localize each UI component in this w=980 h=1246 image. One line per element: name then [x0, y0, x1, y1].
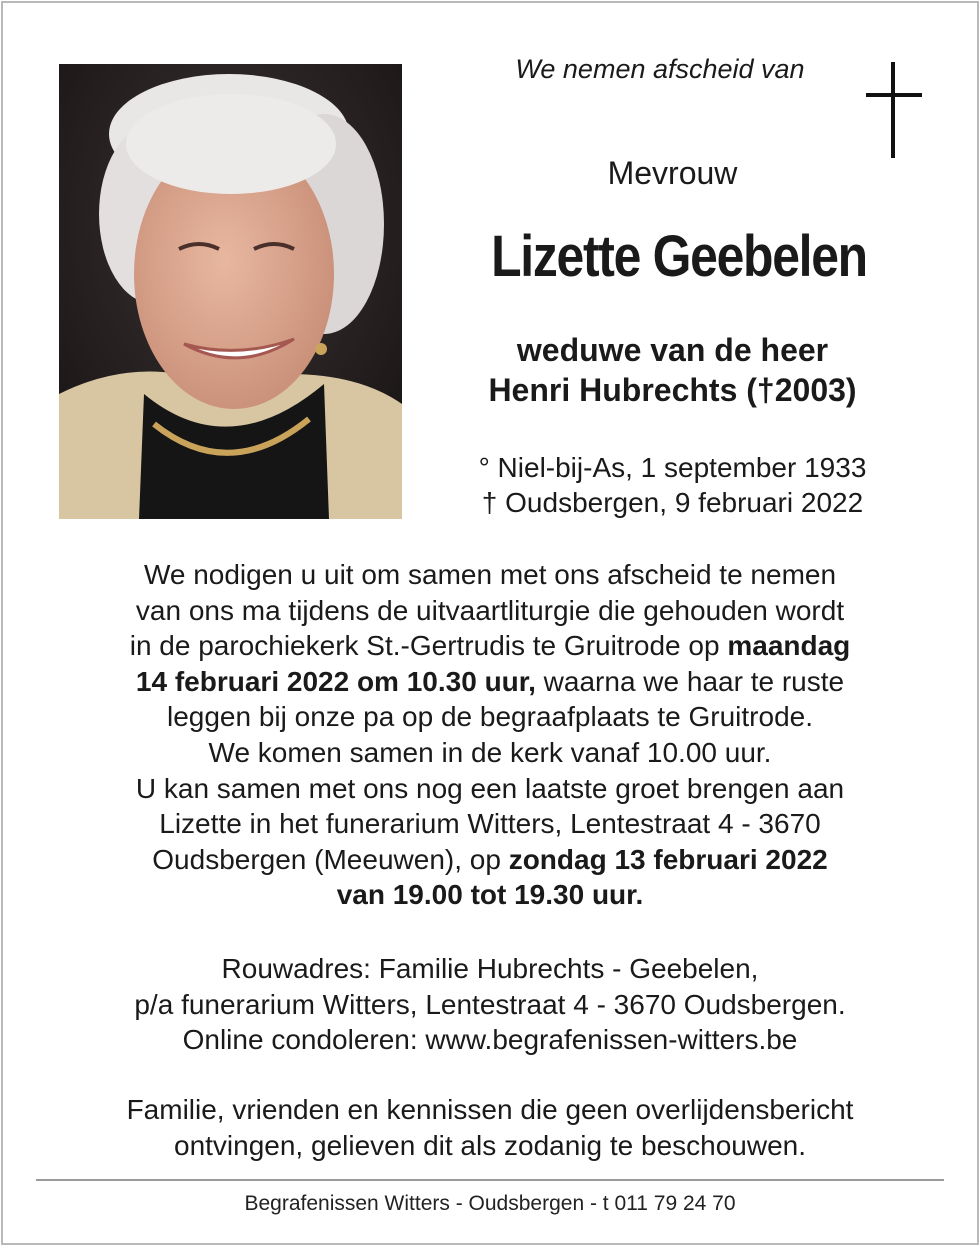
invitation-bold: zondag 13 februari 2022 [508, 843, 828, 875]
invitation-line: leggen bij onze pa op de begraafplaats te Gruitrode. [166, 701, 813, 733]
family-note [40, 1092, 940, 1163]
invitation-line: U kan samen met ons nog een laatste groet brengen aan [135, 772, 845, 804]
invitation-line: van ons ma tijdens de uitvaartliturgie die gehouden wordt [135, 594, 845, 626]
invitation-line-text: waarna we haar te ruste [535, 665, 845, 697]
intro-text: We nemen afscheid van [515, 54, 805, 84]
footer-text: Begrafenissen Witters - Oudsbergen - t 011 79 24 70 [244, 1192, 736, 1215]
cross-icon [866, 62, 922, 158]
invitation-line: We nodigen u uit om samen met ons afscheid te nemen [143, 559, 837, 590]
invitation-line: Lizette in het funerarium Witters, Lentestraat 4 - 3670 [159, 808, 821, 840]
widow-line-1: weduwe van de heer [516, 332, 829, 368]
condolence-address [40, 951, 940, 1058]
deceased-name: Lizette Geebelen [491, 224, 867, 289]
invitation-line [40, 877, 940, 913]
birth-date: ° Niel-bij-As, 1 september 1933 [478, 452, 867, 483]
widow-of [440, 330, 905, 410]
salutation: Mevrouw [607, 155, 738, 191]
invitation-bold: van 19.00 tot 19.30 uur. [336, 879, 644, 911]
invitation-line [40, 664, 940, 700]
address-line: p/a funerarium Witters, Lentestraat 4 - 3670 Oudsbergen. [134, 988, 846, 1020]
invitation-bold: 14 februari 2022 om 10.30 uur, [135, 665, 536, 697]
portrait-photo [59, 64, 402, 519]
family-note-line: Familie, vrienden en kennissen die geen overlijdensbericht [126, 1094, 854, 1125]
online-condolence-link[interactable]: Online condoleren: www.begrafenissen-witters.be [182, 1024, 798, 1056]
life-dates [440, 450, 905, 520]
address-line: Rouwadres: Familie Hubrechts - Geebelen, [221, 953, 759, 984]
invitation-line [40, 628, 940, 664]
invitation-text [40, 557, 940, 913]
family-note-line: ontvingen, gelieven dit als zodanig te beschouwen. [174, 1129, 806, 1161]
invitation-line [40, 842, 940, 878]
widow-line-2: Henri Hubrechts (†2003) [488, 372, 857, 408]
invitation-line-text: in de parochiekerk St.-Gertrudis te Gruitrode op [129, 630, 728, 662]
invitation-bold: maandag [727, 630, 851, 662]
invitation-line: We komen samen in de kerk vanaf 10.00 uur. [208, 736, 772, 768]
death-date: † Oudsbergen, 9 februari 2022 [481, 487, 864, 518]
divider [36, 1179, 944, 1181]
invitation-line-text: Oudsbergen (Meeuwen), op [152, 843, 509, 875]
